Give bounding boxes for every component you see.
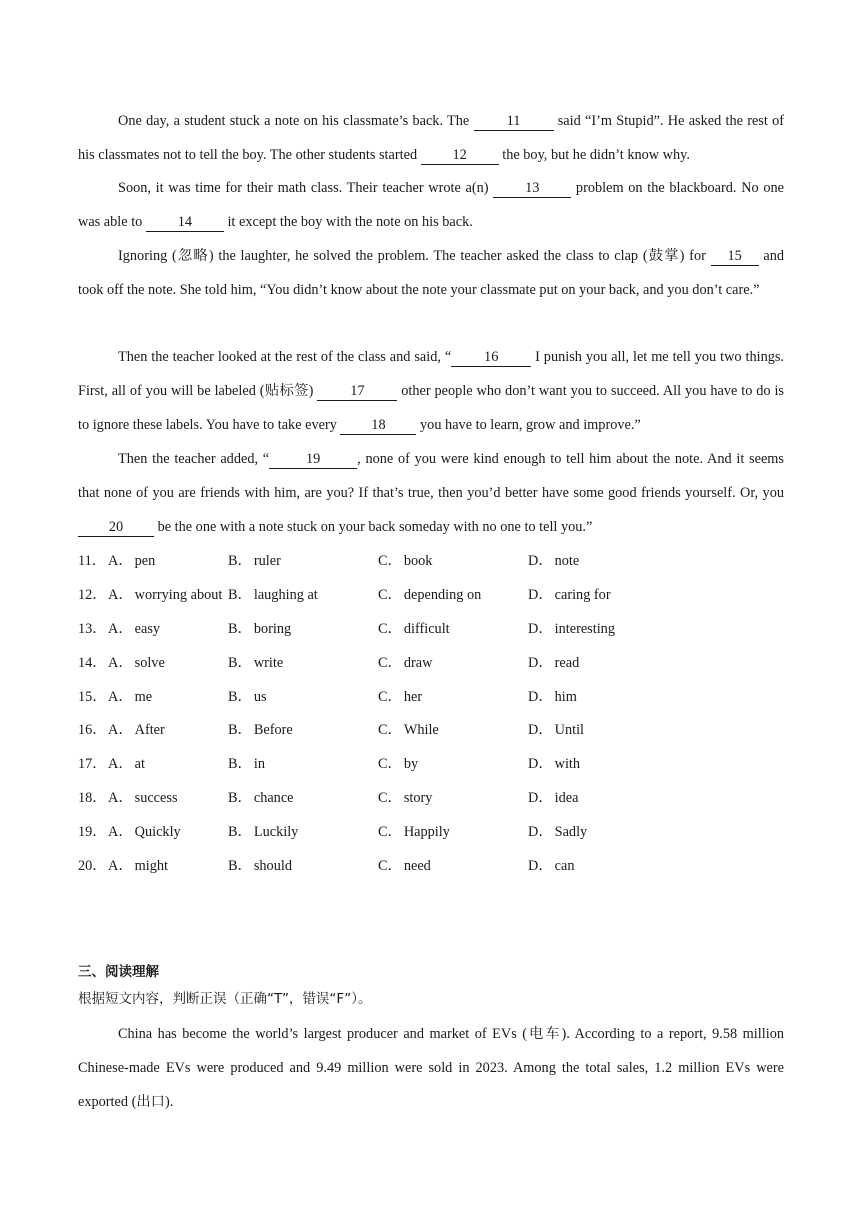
reading-passage: China has become the world’s largest producer and market of EVs (电车). According to a report, 9.58 million Chinese-made EVs were produced and 9.49 million were sold in 2023. Among the total sales, 1.2 million EVs were exported (出口). xyxy=(78,1026,784,1110)
option-letter: C． xyxy=(378,790,402,806)
question-number: 19． xyxy=(78,824,107,840)
question-row xyxy=(78,544,784,578)
option-b[interactable] xyxy=(228,815,298,849)
option-letter: B． xyxy=(228,756,252,772)
option-b[interactable] xyxy=(228,612,291,646)
blank-17[interactable]: 17 xyxy=(317,382,397,401)
section-title: 三、阅读理解 xyxy=(78,964,159,980)
option-text: Luckily xyxy=(253,824,299,840)
blank-12[interactable]: 12 xyxy=(421,146,499,165)
option-d[interactable] xyxy=(528,781,578,815)
option-letter: B． xyxy=(228,587,252,603)
option-letter: B． xyxy=(228,858,252,874)
blank-15[interactable]: 15 xyxy=(711,247,759,266)
option-letter: C． xyxy=(378,655,402,671)
text-run: it except the boy with the note on his back. xyxy=(223,213,473,230)
question-row xyxy=(78,646,784,680)
option-text: worrying about xyxy=(134,587,223,603)
option-letter: C． xyxy=(378,689,402,705)
cloze-paragraph-1 xyxy=(78,105,784,173)
text-run: other people who don’t want you to succeed. All you have to do is to ignore these labels. You have to take every xyxy=(78,382,785,433)
option-text: While xyxy=(403,722,439,738)
question-row xyxy=(78,713,784,747)
option-text: read xyxy=(554,655,580,671)
text-run: you have to learn, grow and improve.” xyxy=(416,416,641,433)
option-text: Happily xyxy=(403,824,450,840)
option-letter: A． xyxy=(108,790,133,806)
reading-instruction: 根据短文内容，判断正误（正确“T”，错误“F”）。 xyxy=(78,991,372,1007)
option-letter: A． xyxy=(108,722,133,738)
blank-19[interactable]: 19 xyxy=(269,450,357,469)
option-letter: D． xyxy=(528,790,553,806)
option-letter: C． xyxy=(378,722,402,738)
question-number: 11． xyxy=(78,553,107,569)
option-a[interactable] xyxy=(108,680,152,714)
option-d[interactable] xyxy=(528,544,579,578)
option-text: boring xyxy=(253,621,292,637)
option-letter: D． xyxy=(528,858,553,874)
text-run: Ignoring (忽略) the laughter, he solved the problem. The teacher asked the class to clap (鼓掌) for xyxy=(118,248,711,264)
question-number: 15． xyxy=(78,689,107,705)
option-d[interactable] xyxy=(528,747,580,781)
option-text: After xyxy=(134,722,165,738)
option-text: story xyxy=(403,790,433,806)
option-text: easy xyxy=(134,621,161,637)
question-row xyxy=(78,612,784,646)
option-text: draw xyxy=(403,655,433,671)
option-b[interactable] xyxy=(228,544,281,578)
option-letter: B． xyxy=(228,621,252,637)
option-text: book xyxy=(403,553,433,569)
text-run: said “I’m Stupid”. He asked the rest of his classmates not to tell the boy. The other students started xyxy=(78,113,785,163)
question-number: 12． xyxy=(78,587,107,603)
cloze-paragraph-4 xyxy=(78,341,784,442)
option-a[interactable] xyxy=(108,578,222,612)
option-letter: A． xyxy=(108,655,133,671)
text-run: Then the teacher looked at the rest of the class and said, “ xyxy=(118,349,452,365)
text-run: problem on the blackboard. No one was able to xyxy=(78,180,784,230)
option-letter: A． xyxy=(108,824,133,840)
option-b[interactable] xyxy=(228,849,292,883)
option-letter: D． xyxy=(528,824,553,840)
option-text: chance xyxy=(253,790,294,806)
question-number: 17． xyxy=(78,756,107,772)
option-text: Before xyxy=(253,722,293,738)
option-letter: A． xyxy=(108,621,133,637)
option-c[interactable] xyxy=(378,544,432,578)
option-letter: B． xyxy=(228,553,252,569)
option-a[interactable] xyxy=(108,815,181,849)
option-c[interactable] xyxy=(378,646,432,680)
option-letter: D． xyxy=(528,587,553,603)
option-c[interactable] xyxy=(378,612,450,646)
text-run: , none of you were kind enough to tell him about the note. And it seems that none of you are friends with him, are you? If that’s true, then you’d better have some good friends yourself. Or, you xyxy=(78,451,784,501)
option-text: Sadly xyxy=(554,824,588,840)
option-c[interactable] xyxy=(378,680,422,714)
option-text: Until xyxy=(554,722,585,738)
option-letter: C． xyxy=(378,824,402,840)
option-letter: B． xyxy=(228,689,252,705)
blank-13[interactable]: 13 xyxy=(493,179,571,198)
option-text: him xyxy=(554,689,577,705)
option-b[interactable] xyxy=(228,646,283,680)
option-text: difficult xyxy=(403,621,450,637)
question-row xyxy=(78,747,784,781)
text-run: I punish you all, let me tell you two things. First, all of you will be labeled (贴标签) xyxy=(78,349,784,399)
option-d[interactable] xyxy=(528,612,615,646)
option-letter: A． xyxy=(108,858,133,874)
option-letter: C． xyxy=(378,756,402,772)
option-b[interactable] xyxy=(228,713,293,747)
option-c[interactable] xyxy=(378,781,432,815)
text-run: One day, a student stuck a note on his classmate’s back. The xyxy=(118,113,474,129)
option-text: can xyxy=(554,858,575,874)
option-letter: D． xyxy=(528,655,553,671)
blank-14[interactable]: 14 xyxy=(146,213,224,232)
option-text: laughing at xyxy=(253,587,318,603)
cloze-paragraph-3 xyxy=(78,240,784,308)
blank-11[interactable]: 11 xyxy=(474,112,554,131)
option-text: with xyxy=(554,756,581,772)
option-b[interactable] xyxy=(228,680,267,714)
option-letter: A． xyxy=(108,689,133,705)
option-text: depending on xyxy=(403,587,482,603)
option-a[interactable] xyxy=(108,646,165,680)
option-d[interactable] xyxy=(528,578,611,612)
option-b[interactable] xyxy=(228,747,265,781)
option-text: her xyxy=(403,689,423,705)
option-a[interactable] xyxy=(108,849,168,883)
option-text: note xyxy=(554,553,580,569)
option-a[interactable] xyxy=(108,612,160,646)
blank-16[interactable]: 16 xyxy=(451,348,531,367)
option-letter: B． xyxy=(228,722,252,738)
text-run: and took off the note. She told him, “You didn’t know about the note your classmate put on your back, and you don’t care.” xyxy=(78,248,784,298)
question-row xyxy=(78,815,784,849)
option-text: pen xyxy=(134,553,156,569)
option-letter: C． xyxy=(378,553,402,569)
option-d[interactable] xyxy=(528,680,577,714)
option-letter: D． xyxy=(528,756,553,772)
option-letter: D． xyxy=(528,621,553,637)
question-number: 14． xyxy=(78,655,107,671)
question-number: 20． xyxy=(78,858,107,874)
option-text: might xyxy=(134,858,168,874)
option-a[interactable] xyxy=(108,544,155,578)
option-text: me xyxy=(134,689,153,705)
option-letter: D． xyxy=(528,689,553,705)
option-letter: D． xyxy=(528,553,553,569)
text-run: be the one with a note stuck on your back someday with no one to tell you.” xyxy=(154,518,593,535)
option-b[interactable] xyxy=(228,578,318,612)
option-text: caring for xyxy=(554,587,611,603)
question-row xyxy=(78,680,784,714)
question-number: 16． xyxy=(78,722,107,738)
blank-18[interactable]: 18 xyxy=(340,416,416,435)
option-text: idea xyxy=(554,790,579,806)
question-row xyxy=(78,578,784,612)
question-number: 18． xyxy=(78,790,107,806)
option-d[interactable] xyxy=(528,815,587,849)
option-d[interactable] xyxy=(528,646,579,680)
option-c[interactable] xyxy=(378,849,431,883)
option-letter: A． xyxy=(108,553,133,569)
option-a[interactable] xyxy=(108,747,145,781)
question-row xyxy=(78,849,784,883)
option-letter: D． xyxy=(528,722,553,738)
text-run: the boy, but he didn’t know why. xyxy=(498,146,690,163)
option-text: ruler xyxy=(253,553,281,569)
option-letter: B． xyxy=(228,790,252,806)
option-text: in xyxy=(253,756,265,772)
option-text: at xyxy=(134,756,145,772)
option-text: by xyxy=(403,756,419,772)
option-letter: A． xyxy=(108,756,133,772)
option-text: us xyxy=(253,689,267,705)
option-text: Quickly xyxy=(134,824,181,840)
option-b[interactable] xyxy=(228,781,294,815)
text-run: Then the teacher added, “ xyxy=(118,451,270,467)
option-c[interactable] xyxy=(378,747,418,781)
option-text: need xyxy=(403,858,431,874)
cloze-paragraph-2 xyxy=(78,172,784,240)
option-d[interactable] xyxy=(528,849,574,883)
option-c[interactable] xyxy=(378,713,439,747)
question-number: 13． xyxy=(78,621,107,637)
option-c[interactable] xyxy=(378,815,450,849)
option-text: solve xyxy=(134,655,165,671)
option-text: write xyxy=(253,655,284,671)
option-text: interesting xyxy=(554,621,615,637)
option-c[interactable] xyxy=(378,578,481,612)
option-text: should xyxy=(253,858,292,874)
option-letter: C． xyxy=(378,621,402,637)
option-letter: C． xyxy=(378,587,402,603)
blank-20[interactable]: 20 xyxy=(78,518,154,537)
option-letter: C． xyxy=(378,858,402,874)
option-letter: B． xyxy=(228,824,252,840)
text-run: Soon, it was time for their math class. Their teacher wrote a(n) xyxy=(118,180,494,196)
cloze-paragraph-5 xyxy=(78,443,784,544)
option-a[interactable] xyxy=(108,781,178,815)
question-row xyxy=(78,781,784,815)
option-d[interactable] xyxy=(528,713,584,747)
option-text: success xyxy=(134,790,178,806)
option-a[interactable] xyxy=(108,713,165,747)
option-letter: A． xyxy=(108,587,133,603)
option-letter: B． xyxy=(228,655,252,671)
